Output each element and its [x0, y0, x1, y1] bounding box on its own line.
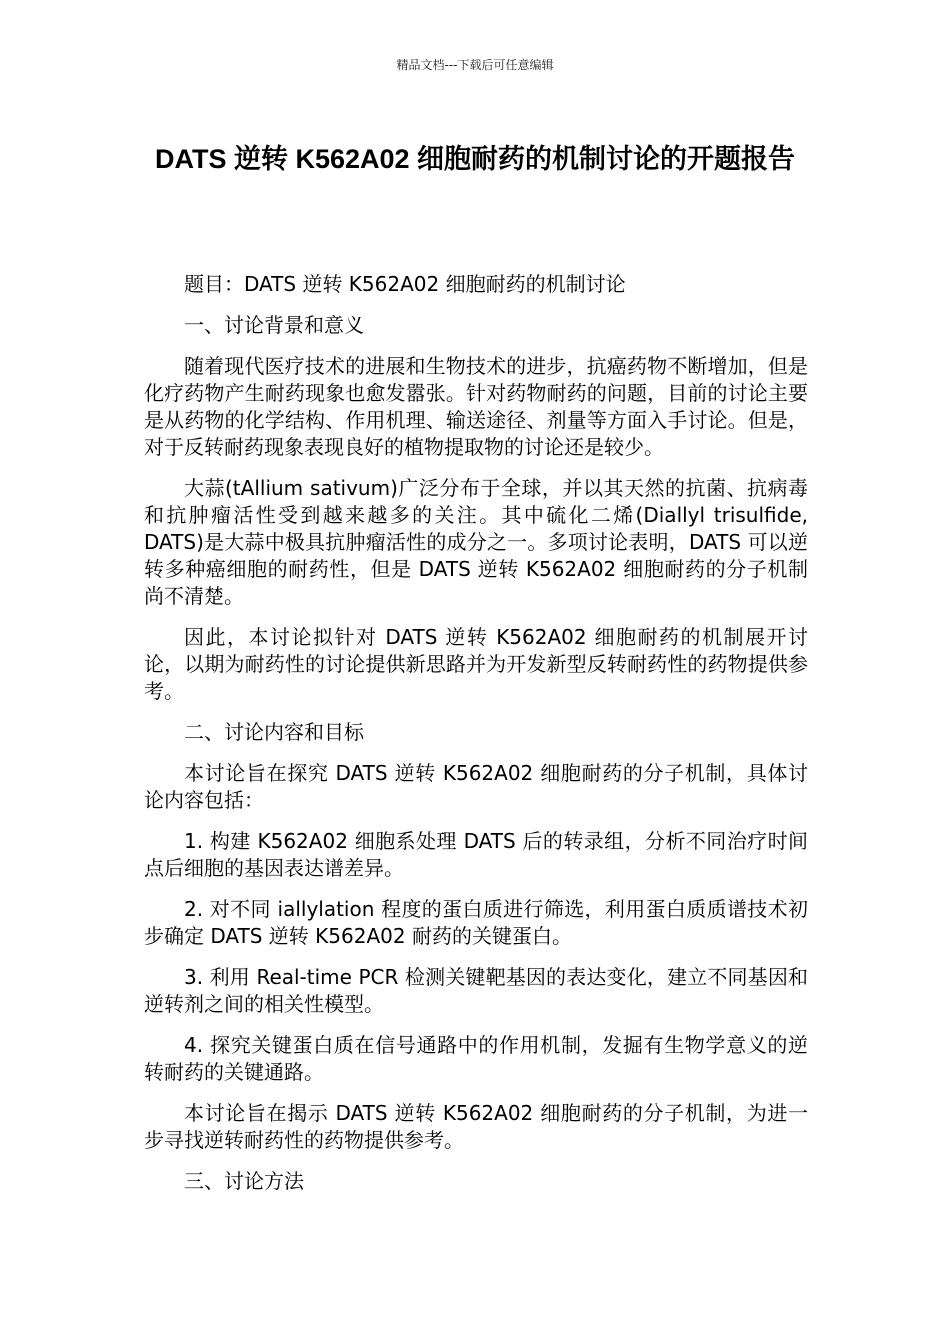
paragraph: 因此，本讨论拟针对 DATS 逆转 K562A02 细胞耐药的机制展开讨论，以期为耐药性的讨论提供新思路并为开发新型反转耐药性的药物提供参考。	[144, 625, 808, 703]
document-body	[144, 271, 808, 1209]
document-title: DATS 逆转 K562A02 细胞耐药的机制讨论的开题报告	[154, 144, 796, 174]
paragraph: 随着现代医疗技术的进展和生物技术的进步，抗癌药物不断增加，但是化疗药物产生耐药现象也愈发嚣张。针对药物耐药的问题，目前的讨论主要是从药物的化学结构、作用机理、输送途径、剂量等方面入手讨论。但是，对于反转耐药现象表现良好的植物提取物的讨论还是较少。	[144, 354, 808, 459]
list-item: 3. 利用 Real-time PCR 检测关键靶基因的表达变化，建立不同基因和逆转剂之间的相关性模型。	[144, 965, 808, 1016]
paragraph: 大蒜(tAllium sativum)广泛分布于全球，并以其天然的抗菌、抗病毒和抗肿瘤活性受到越来越多的关注。其中硫化二烯(Diallyl trisulfide, DATS)是大蒜中极具抗肿瘤活性的成分之一。多项讨论表明，DATS 可以逆转多种癌细胞的耐药性，但是 DATS 逆转 K562A02 细胞耐药的分子机制尚不清楚。	[144, 476, 808, 608]
topic-line: 题目：DATS 逆转 K562A02 细胞耐药的机制讨论	[184, 272, 626, 296]
list-item: 4. 探究关键蛋白质在信号通路中的作用机制，发掘有生物学意义的逆转耐药的关键通路。	[144, 1033, 808, 1084]
section-heading-methods: 三、讨论方法	[184, 1169, 304, 1193]
section-heading-background: 一、讨论背景和意义	[184, 313, 364, 337]
paragraph: 本讨论旨在探究 DATS 逆转 K562A02 细胞耐药的分子机制，具体讨论内容包括：	[144, 761, 808, 812]
list-item: 1. 构建 K562A02 细胞系处理 DATS 后的转录组，分析不同治疗时间点后细胞的基因表达谱差异。	[144, 829, 808, 880]
section-heading-content: 二、讨论内容和目标	[184, 720, 364, 744]
list-item: 2. 对不同 iallylation 程度的蛋白质进行筛选，利用蛋白质质谱技术初步确定 DATS 逆转 K562A02 耐药的关键蛋白。	[144, 897, 808, 948]
page-header-note: 精品文档---下载后可任意编辑	[396, 58, 554, 72]
paragraph: 本讨论旨在揭示 DATS 逆转 K562A02 细胞耐药的分子机制，为进一步寻找逆转耐药性的药物提供参考。	[144, 1101, 808, 1152]
